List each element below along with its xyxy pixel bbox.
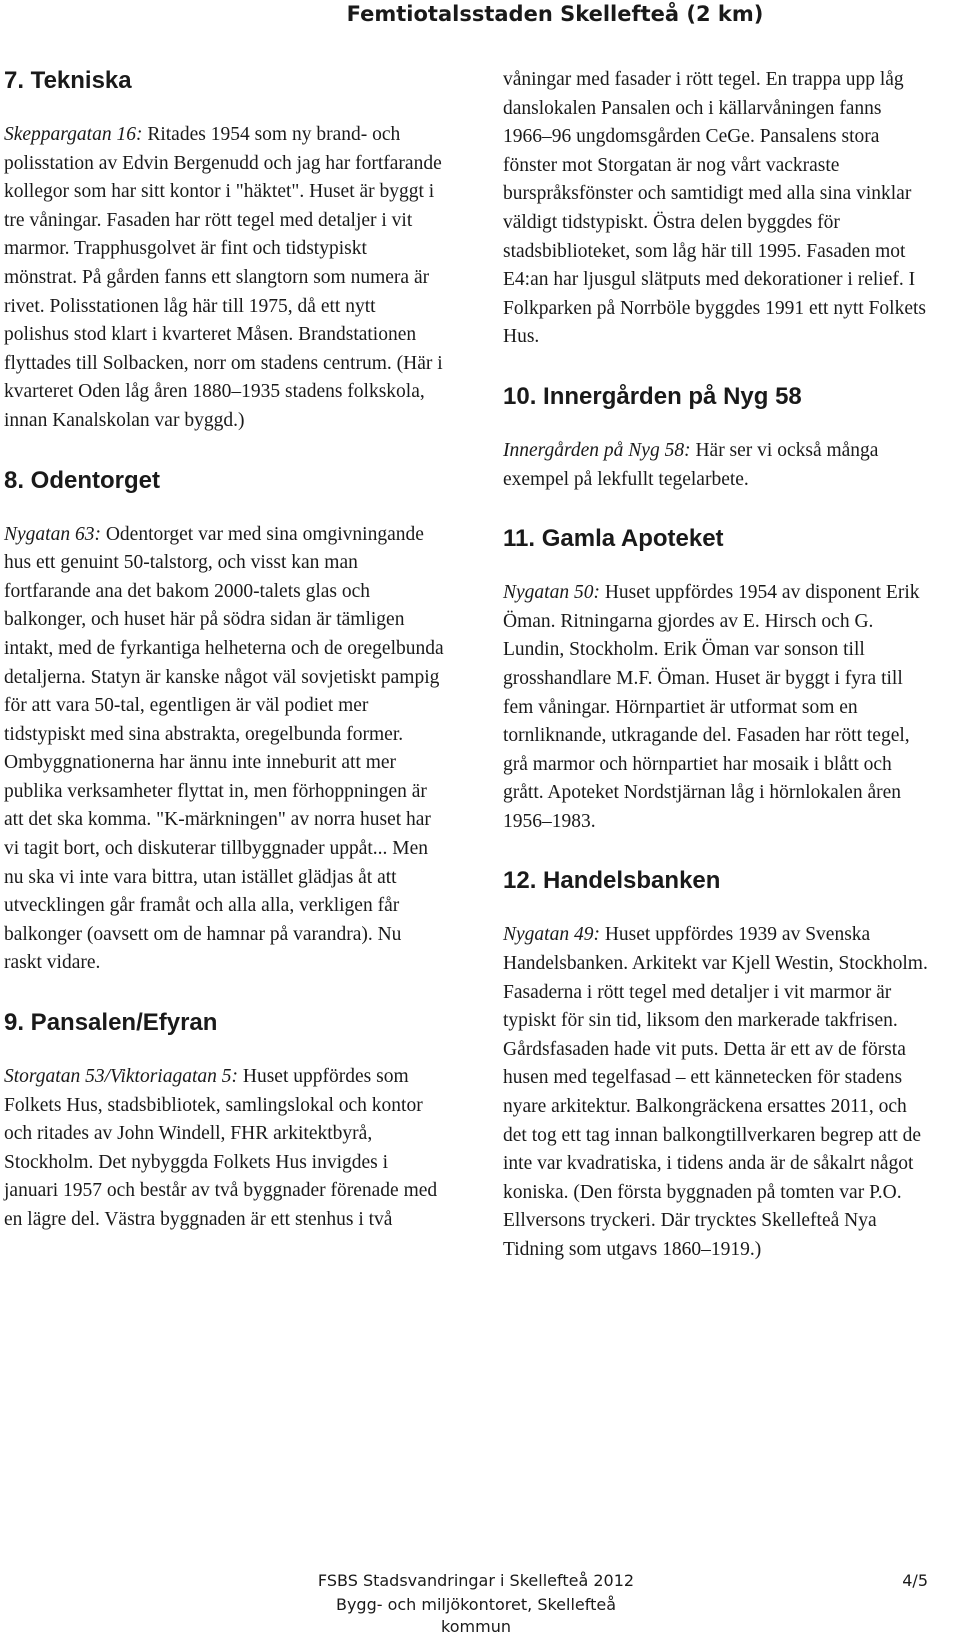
section-body: Här ser vi också många exempel på lekfullt tegelarbete.	[503, 439, 879, 490]
section-text-gamla-apoteket	[503, 579, 933, 836]
section-text-odentorget	[4, 521, 444, 979]
section-text-handelsbanken	[503, 921, 933, 1264]
section-title-odentorget: 8. Odentorget	[4, 466, 161, 494]
address-lead: Innergården på Nyg 58:	[503, 439, 691, 461]
section-body: Huset uppfördes 1939 av Svenska Handelsbanken. Arkitekt var Kjell Westin, Stockholm. Fasaderna i rött tegel med detaljer i vit marmor är typiskt för sin tid, liksom den markerade takfrisen. Gårdsfasaden hade vit puts. Detta är ett av de första husen med tegelfasad – ett kännetecken för stadens nyare arkitektur. Balkongräckena ersattes 2011, och det tog ett tag innan balkongtillverkaren begrep att de inte var kvadratiska, i tidens anda är de såkalrt något koniska. (Den första byggnaden på tomten var P.O. Ellversons tryckeri. Där trycktes Skellefteå Nya Tidning som utgavs 1860–1919.)	[503, 924, 928, 1260]
section-title-handelsbanken: 12. Handelsbanken	[503, 867, 721, 895]
address-lead: Nygatan 49:	[503, 924, 600, 946]
section-title-gamla-apoteket: 11. Gamla Apoteket	[503, 525, 724, 553]
section-body: Odentorget var med sina omgivningande hus ett genuint 50-talstorg, och visst kan man fortfarande ana det bakom 2000-talets glas och balkonger, och huset här på södra sidan är tämligen intakt, med de fyrkantiga helheterna och de oregelbunda detaljerna. Statyn är kanske något väl sovjetiskt pampig för att vara 50-tal, egentligen är väl podiet mer tidstypiskt med sina abstrakta, oregelbunda former. Ombyggnationerna har ännu inte inneburit att mer publika verksamheter flyttat in, men förhoppningen är att det ska komma. "K-märkningen" av norra huset har vi tagit bort, och diskuterar tillbyggnader uppåt... Men nu ska vi inte vara bittra, utan istället glädjas åt att utvecklingen går framåt och alla alla, verkligen får balkonger (oavsett om de hamnar på varandra). Nu raskt vidare.	[4, 523, 444, 974]
section-body: Huset uppfördes som Folkets Hus, stadsbibliotek, samlingslokal och kontor och ritades av John Windell, FHR arkitektbyrå, Stockholm. Det nybyggda Folkets Hus invigdes i januari 1957 och består av två byggnader förenade med en lägre del. Västra byggnaden är ett stenhus i två	[4, 1066, 438, 1230]
section-text-innergarden	[503, 437, 933, 494]
right-column	[503, 66, 933, 1265]
section-body: Ritades 1954 som ny brand- och polisstation av Edvin Bergenudd och jag har fortfarande kollegor som har sitt kontor i "häktet". Huset är byggt i tre våningar. Fasaden har rött tegel med detaljer i vit marmor. Trapphusgolvet är fint och tidstypiskt mönstrat. På gården fanns ett slangtorn som numera är rivet. Polisstationen låg här till 1975, då ett nytt polishus stod klart i kvarteret Måsen. Brandstationen flyttades till Solbacken, norr om stadens centrum. (Här i kvarteret Oden låg åren 1880–1935 stadens folkskola, innan Kanalskolan var byggd.)	[4, 124, 443, 431]
section-title-pansalen: 9. Pansalen/Efyran	[4, 1009, 218, 1037]
address-lead: Nygatan 63:	[4, 523, 101, 545]
address-lead: Skeppargatan 16:	[4, 124, 143, 145]
page-title: Femtiotalsstaden Skellefteå (2 km)	[346, 2, 764, 26]
address-lead: Storgatan 53/Viktoriagatan 5:	[4, 1066, 238, 1088]
footer-series: FSBS Stadsvandringar i Skellefteå 2012	[317, 1571, 635, 1590]
footer-publisher: Bygg- och miljökontoret, Skellefteå kommun	[335, 1595, 617, 1636]
section-body: Huset uppfördes 1954 av disponent Erik Öman. Ritningarna gjordes av E. Hirsch och G. Lundin, Stockholm. Erik Öman var sonson till grosshandlare M.F. Öman. Huset är byggt i fyra till fem våningar. Hörnpartiet är utformat som en tornliknande, utkragande del. Fasaden har rött tegel, grå marmor och hörnpartiet har mosaik i blått och grått. Apoteket Nordstjärnan låg i hörnlokalen åren 1956–1983.	[503, 582, 920, 832]
page-number: 4/5	[902, 1571, 928, 1590]
section-title-innergarden: 10. Innergården på Nyg 58	[503, 382, 802, 410]
section-text-pansalen	[4, 1063, 444, 1235]
section-text-pansalen-continued: våningar med fasader i rött tegel. En trappa upp låg danslokalen Pansalen och i källarvåningen fanns 1966–96 ungdomsgården CeGe. Pansalens stora fönster mot Storgatan är nog vårt vackraste burspråksfönster och samtidigt med alla sina vinklar väldigt tidstypiskt. Östra delen byggdes för stadsbiblioteket, som låg här till 1995. Fasaden mot E4:an har ljusgul slätputs med dekorationer i relief. I Folkparken på Norrböle byggdes 1991 ett nytt Folkets Hus.	[503, 69, 926, 348]
section-text-tekniska	[4, 121, 444, 436]
left-column	[4, 66, 444, 1235]
section-title-tekniska: 7. Tekniska	[4, 67, 132, 94]
address-lead: Nygatan 50:	[503, 582, 600, 604]
